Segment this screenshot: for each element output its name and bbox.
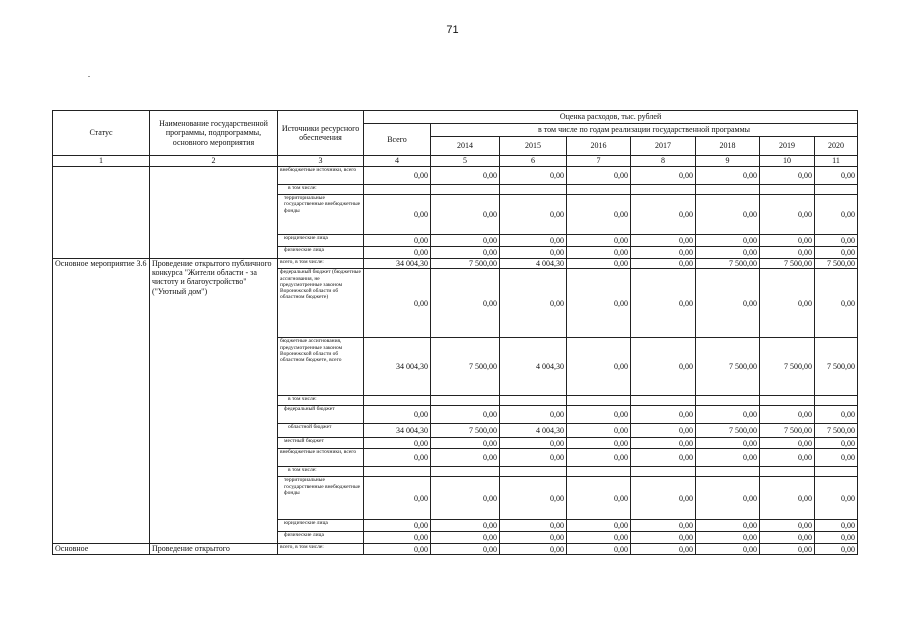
value-cell: 0,00 bbox=[567, 449, 631, 467]
empty-cell bbox=[364, 396, 431, 406]
value-cell: 0,00 bbox=[431, 477, 500, 520]
value-cell: 0,00 bbox=[500, 520, 567, 532]
value-cell: 7 500,00 bbox=[696, 338, 760, 396]
status-cell: Основное bbox=[53, 544, 150, 555]
empty-cell bbox=[364, 467, 431, 477]
value-cell: 0,00 bbox=[567, 235, 631, 247]
value-cell: 0,00 bbox=[431, 520, 500, 532]
table-row bbox=[53, 259, 858, 269]
source-cell: в том числе: bbox=[278, 396, 364, 406]
header-by-years: в том числе по годам реализации государственной программы bbox=[431, 124, 858, 137]
header-year: 2019 bbox=[760, 137, 815, 156]
value-cell: 34 004,30 bbox=[364, 259, 431, 269]
header-name: Наименование государственной программы, подпрограммы, основного мероприятия bbox=[150, 111, 278, 156]
value-cell: 0,00 bbox=[815, 247, 858, 259]
value-cell: 0,00 bbox=[631, 438, 696, 449]
value-cell: 0,00 bbox=[815, 167, 858, 185]
status-cell: Основное мероприятие 3.6 bbox=[53, 259, 150, 544]
value-cell: 0,00 bbox=[696, 235, 760, 247]
empty-cell bbox=[500, 396, 567, 406]
value-cell: 0,00 bbox=[431, 269, 500, 338]
value-cell: 0,00 bbox=[567, 167, 631, 185]
source-cell: местный бюджет bbox=[278, 438, 364, 449]
empty-cell bbox=[696, 396, 760, 406]
value-cell: 0,00 bbox=[364, 235, 431, 247]
value-cell: 0,00 bbox=[567, 532, 631, 544]
value-cell: 0,00 bbox=[431, 532, 500, 544]
value-cell: 0,00 bbox=[567, 269, 631, 338]
value-cell: 0,00 bbox=[631, 424, 696, 438]
value-cell: 0,00 bbox=[500, 406, 567, 424]
value-cell: 0,00 bbox=[696, 167, 760, 185]
value-cell: 0,00 bbox=[631, 520, 696, 532]
value-cell: 0,00 bbox=[696, 195, 760, 235]
value-cell: 0,00 bbox=[696, 406, 760, 424]
value-cell: 0,00 bbox=[760, 167, 815, 185]
col-number: 10 bbox=[760, 156, 815, 167]
value-cell: 7 500,00 bbox=[696, 259, 760, 269]
source-cell: территориальные государственные внебюджетные фонды bbox=[278, 195, 364, 235]
empty-cell bbox=[631, 185, 696, 195]
value-cell: 0,00 bbox=[631, 338, 696, 396]
value-cell: 0,00 bbox=[631, 449, 696, 467]
header-year: 2018 bbox=[696, 137, 760, 156]
value-cell: 0,00 bbox=[760, 269, 815, 338]
col-number: 4 bbox=[364, 156, 431, 167]
value-cell: 0,00 bbox=[760, 195, 815, 235]
value-cell: 0,00 bbox=[631, 477, 696, 520]
header-year: 2016 bbox=[567, 137, 631, 156]
empty-cell bbox=[760, 467, 815, 477]
empty-cell bbox=[696, 467, 760, 477]
value-cell: 0,00 bbox=[567, 520, 631, 532]
value-cell: 4 004,30 bbox=[500, 259, 567, 269]
empty-cell bbox=[431, 396, 500, 406]
empty-cell bbox=[500, 185, 567, 195]
value-cell: 0,00 bbox=[760, 449, 815, 467]
source-cell: всего, в том числе: bbox=[278, 259, 364, 269]
activity-name-cell: Проведение открытого bbox=[150, 544, 278, 555]
value-cell: 0,00 bbox=[500, 167, 567, 185]
column-numbers-row bbox=[53, 156, 858, 167]
col-number: 5 bbox=[431, 156, 500, 167]
source-cell: внебюджетные источники, всего bbox=[278, 449, 364, 467]
value-cell: 0,00 bbox=[500, 449, 567, 467]
value-cell: 0,00 bbox=[431, 247, 500, 259]
empty-cell bbox=[815, 467, 858, 477]
value-cell: 0,00 bbox=[631, 269, 696, 338]
value-cell: 0,00 bbox=[364, 167, 431, 185]
header-status: Статус bbox=[53, 111, 150, 156]
source-cell: внебюджетные источники, всего bbox=[278, 167, 364, 185]
value-cell: 0,00 bbox=[760, 520, 815, 532]
value-cell: 0,00 bbox=[696, 532, 760, 544]
source-cell: бюджетные ассигнования, предусмотренные законом Воронежской области об областном бюджете, всего bbox=[278, 338, 364, 396]
value-cell: 0,00 bbox=[364, 532, 431, 544]
value-cell: 0,00 bbox=[567, 477, 631, 520]
value-cell: 0,00 bbox=[431, 235, 500, 247]
table-row bbox=[53, 167, 858, 185]
value-cell: 0,00 bbox=[567, 544, 631, 555]
value-cell: 0,00 bbox=[567, 424, 631, 438]
value-cell: 0,00 bbox=[364, 520, 431, 532]
value-cell: 0,00 bbox=[815, 438, 858, 449]
value-cell: 7 500,00 bbox=[760, 338, 815, 396]
value-cell: 7 500,00 bbox=[815, 259, 858, 269]
value-cell: 0,00 bbox=[760, 247, 815, 259]
empty-cell bbox=[567, 185, 631, 195]
empty-cell bbox=[364, 185, 431, 195]
value-cell: 34 004,30 bbox=[364, 338, 431, 396]
value-cell: 0,00 bbox=[631, 544, 696, 555]
value-cell: 7 500,00 bbox=[431, 259, 500, 269]
activity-name-cell: Проведение открытого публичного конкурса "Жители области - за чистоту и благоустройство" ("Уютный дом") bbox=[150, 259, 278, 544]
value-cell: 0,00 bbox=[364, 449, 431, 467]
value-cell: 7 500,00 bbox=[815, 424, 858, 438]
value-cell: 0,00 bbox=[431, 449, 500, 467]
value-cell: 0,00 bbox=[500, 544, 567, 555]
value-cell: 0,00 bbox=[815, 544, 858, 555]
page-number: 71 bbox=[446, 24, 459, 36]
empty-cell bbox=[500, 467, 567, 477]
value-cell: 0,00 bbox=[567, 338, 631, 396]
value-cell: 0,00 bbox=[500, 532, 567, 544]
value-cell: 0,00 bbox=[364, 247, 431, 259]
value-cell: 0,00 bbox=[815, 269, 858, 338]
source-cell: федеральный бюджет bbox=[278, 406, 364, 424]
source-cell: территориальные государственные внебюджетные фонды bbox=[278, 477, 364, 520]
source-cell: юридические лица bbox=[278, 520, 364, 532]
value-cell: 0,00 bbox=[696, 438, 760, 449]
value-cell: 0,00 bbox=[631, 259, 696, 269]
value-cell: 0,00 bbox=[500, 247, 567, 259]
value-cell: 0,00 bbox=[431, 195, 500, 235]
value-cell: 0,00 bbox=[500, 195, 567, 235]
value-cell: 0,00 bbox=[696, 247, 760, 259]
source-cell: всего, в том числе: bbox=[278, 544, 364, 555]
value-cell: 0,00 bbox=[364, 406, 431, 424]
value-cell: 4 004,30 bbox=[500, 424, 567, 438]
value-cell: 0,00 bbox=[631, 406, 696, 424]
header-year: 2015 bbox=[500, 137, 567, 156]
value-cell: 0,00 bbox=[567, 406, 631, 424]
header-year: 2020 bbox=[815, 137, 858, 156]
value-cell: 0,00 bbox=[431, 544, 500, 555]
table-row bbox=[53, 544, 858, 555]
col-number: 7 bbox=[567, 156, 631, 167]
expenses-table bbox=[52, 110, 858, 555]
empty-cell bbox=[760, 185, 815, 195]
empty-cell bbox=[631, 396, 696, 406]
col-number: 6 bbox=[500, 156, 567, 167]
header-year: 2014 bbox=[431, 137, 500, 156]
value-cell: 0,00 bbox=[631, 247, 696, 259]
source-cell: в том числе: bbox=[278, 467, 364, 477]
value-cell: 4 004,30 bbox=[500, 338, 567, 396]
value-cell: 0,00 bbox=[815, 406, 858, 424]
value-cell: 7 500,00 bbox=[760, 424, 815, 438]
value-cell: 0,00 bbox=[815, 520, 858, 532]
empty-cell bbox=[631, 467, 696, 477]
value-cell: 0,00 bbox=[760, 477, 815, 520]
value-cell: 0,00 bbox=[431, 167, 500, 185]
value-cell: 7 500,00 bbox=[815, 338, 858, 396]
value-cell: 7 500,00 bbox=[760, 259, 815, 269]
source-cell: физические лица bbox=[278, 247, 364, 259]
value-cell: 34 004,30 bbox=[364, 424, 431, 438]
value-cell: 0,00 bbox=[364, 477, 431, 520]
value-cell: 0,00 bbox=[815, 532, 858, 544]
value-cell: 0,00 bbox=[500, 438, 567, 449]
value-cell: 0,00 bbox=[567, 195, 631, 235]
header-sources: Источники ресурсного обеспечения bbox=[278, 111, 364, 156]
value-cell: 7 500,00 bbox=[431, 424, 500, 438]
value-cell: 0,00 bbox=[500, 235, 567, 247]
header-total: Всего bbox=[364, 124, 431, 156]
value-cell: 0,00 bbox=[696, 544, 760, 555]
value-cell: 0,00 bbox=[364, 269, 431, 338]
empty-cell bbox=[815, 185, 858, 195]
value-cell: 0,00 bbox=[631, 167, 696, 185]
value-cell: 0,00 bbox=[500, 269, 567, 338]
col-number: 2 bbox=[150, 156, 278, 167]
source-cell: физические лица bbox=[278, 532, 364, 544]
value-cell: 0,00 bbox=[631, 195, 696, 235]
empty-cell bbox=[567, 396, 631, 406]
value-cell: 0,00 bbox=[500, 477, 567, 520]
value-cell: 0,00 bbox=[364, 544, 431, 555]
col-number: 9 bbox=[696, 156, 760, 167]
header-estimate: Оценка расходов, тыс. рублей bbox=[364, 111, 858, 124]
value-cell: 0,00 bbox=[696, 477, 760, 520]
value-cell: 0,00 bbox=[760, 438, 815, 449]
value-cell: 0,00 bbox=[815, 477, 858, 520]
empty-cell bbox=[760, 396, 815, 406]
empty-cell bbox=[815, 396, 858, 406]
value-cell: 0,00 bbox=[815, 195, 858, 235]
value-cell: 0,00 bbox=[431, 438, 500, 449]
value-cell: 0,00 bbox=[364, 195, 431, 235]
value-cell: 0,00 bbox=[815, 235, 858, 247]
value-cell: 0,00 bbox=[567, 247, 631, 259]
value-cell: 0,00 bbox=[631, 235, 696, 247]
value-cell: 7 500,00 bbox=[431, 338, 500, 396]
value-cell: 0,00 bbox=[760, 544, 815, 555]
name-cell-empty bbox=[150, 167, 278, 259]
col-number: 1 bbox=[53, 156, 150, 167]
value-cell: 0,00 bbox=[760, 235, 815, 247]
source-cell: в том числе: bbox=[278, 185, 364, 195]
value-cell: 0,00 bbox=[815, 449, 858, 467]
header-year: 2017 bbox=[631, 137, 696, 156]
value-cell: 0,00 bbox=[696, 449, 760, 467]
value-cell: 0,00 bbox=[760, 406, 815, 424]
col-number: 3 bbox=[278, 156, 364, 167]
empty-cell bbox=[696, 185, 760, 195]
value-cell: 0,00 bbox=[696, 520, 760, 532]
empty-cell bbox=[431, 185, 500, 195]
empty-cell bbox=[431, 467, 500, 477]
empty-cell bbox=[567, 467, 631, 477]
value-cell: 0,00 bbox=[364, 438, 431, 449]
value-cell: 0,00 bbox=[696, 269, 760, 338]
value-cell: 7 500,00 bbox=[696, 424, 760, 438]
scan-speck bbox=[88, 76, 90, 77]
value-cell: 0,00 bbox=[431, 406, 500, 424]
col-number: 8 bbox=[631, 156, 696, 167]
col-number: 11 bbox=[815, 156, 858, 167]
value-cell: 0,00 bbox=[567, 259, 631, 269]
status-cell-empty bbox=[53, 167, 150, 259]
value-cell: 0,00 bbox=[760, 532, 815, 544]
value-cell: 0,00 bbox=[631, 532, 696, 544]
source-cell: юридические лица bbox=[278, 235, 364, 247]
source-cell: областной бюджет bbox=[278, 424, 364, 438]
source-cell: федеральный бюджет (бюджетные ассигнования, не предусмотренные законом Воронежской области об областном бюджете) bbox=[278, 269, 364, 338]
value-cell: 0,00 bbox=[567, 438, 631, 449]
